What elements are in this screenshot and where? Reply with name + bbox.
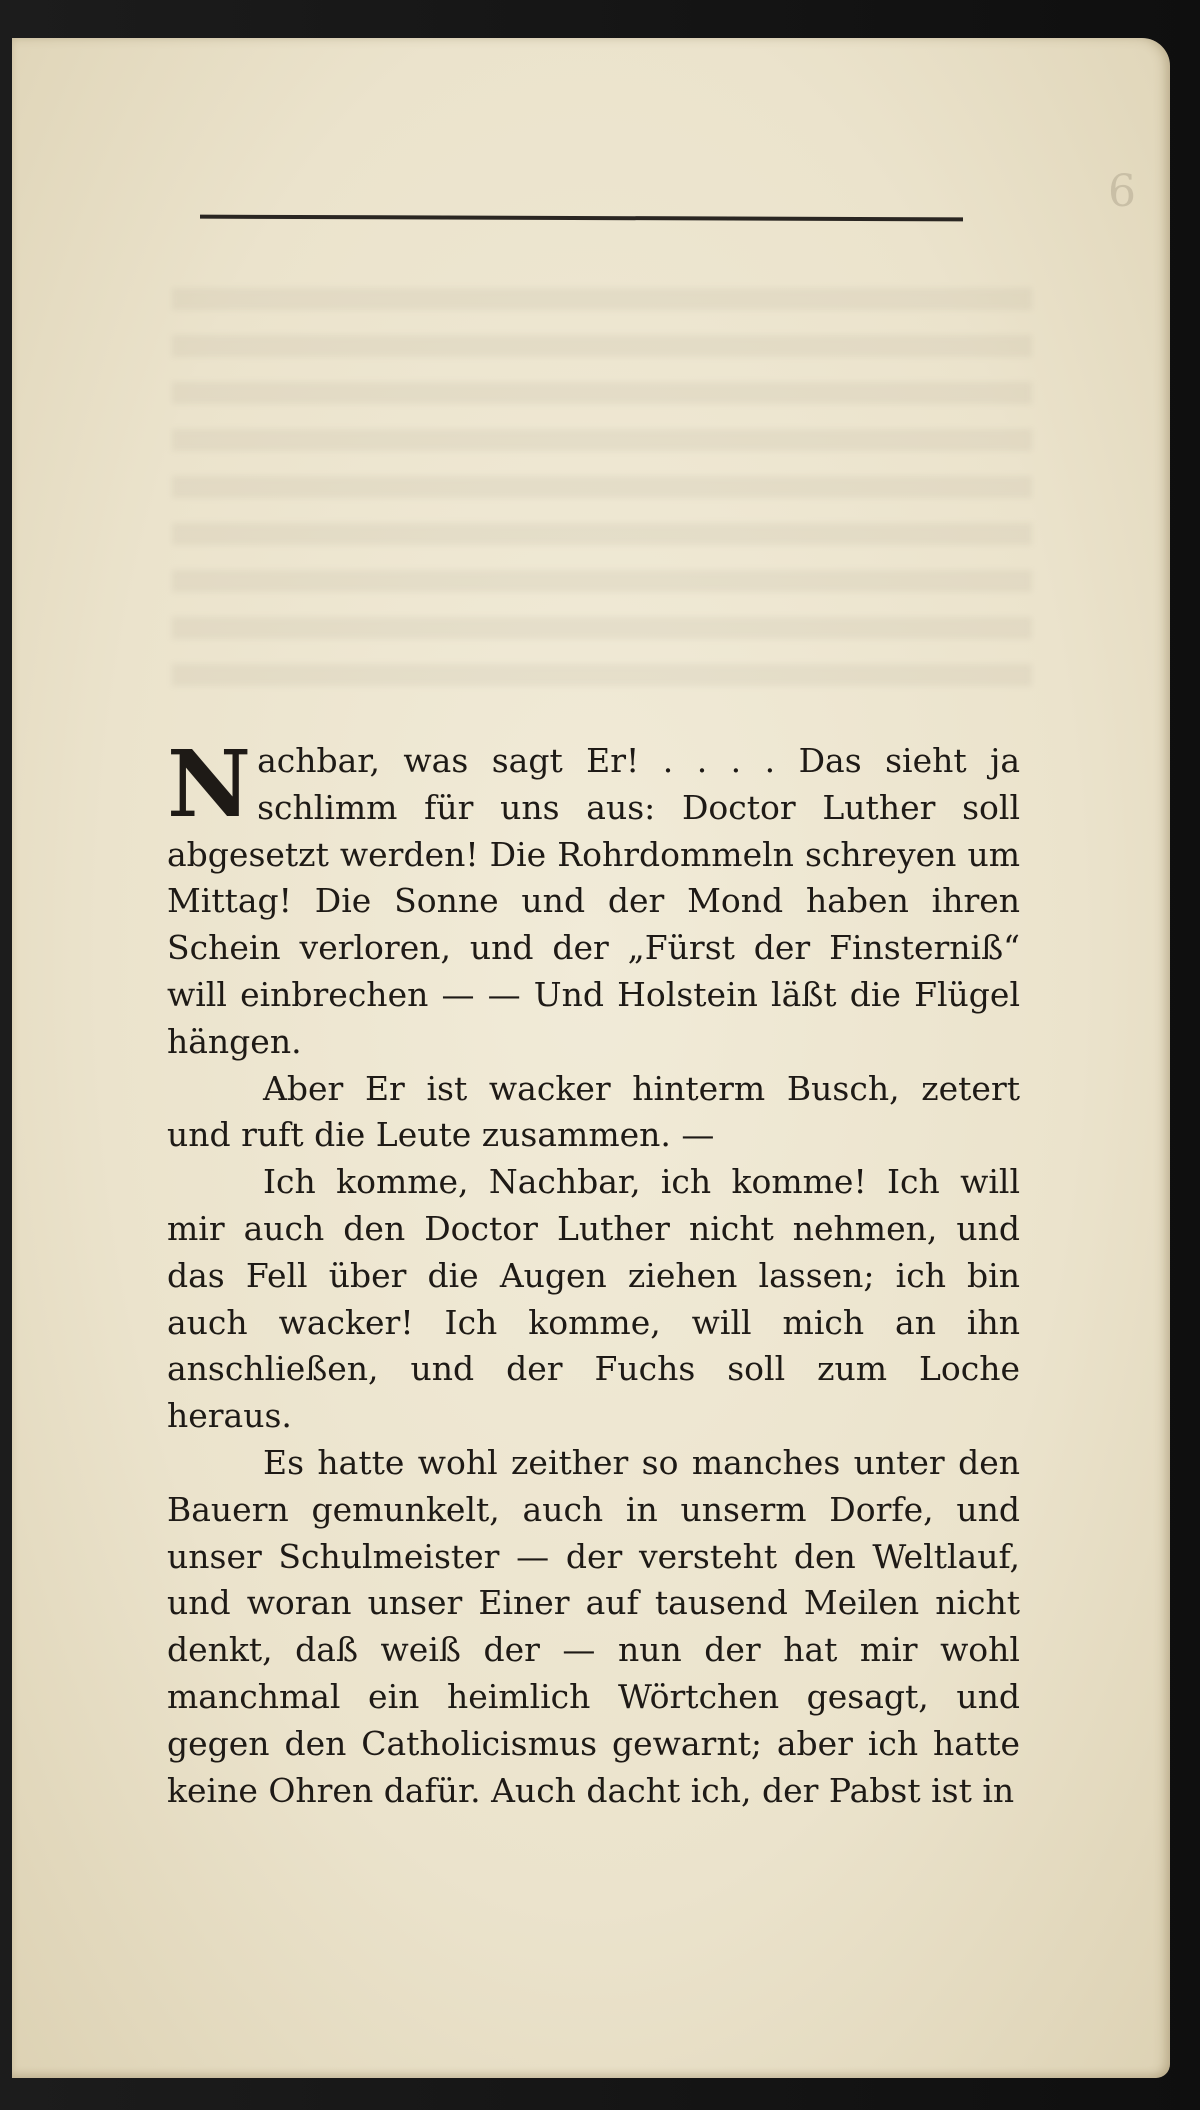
paragraph-2: Aber Er ist wacker hinterm Busch, zetert und ruft die Leute zusammen. — xyxy=(167,1068,1020,1155)
page-number: 6 xyxy=(1108,166,1136,217)
drop-cap: N xyxy=(167,730,252,838)
book-page xyxy=(12,38,1170,2078)
paragraph-1 xyxy=(167,730,1020,1066)
paragraph-1-text: achbar, was sagt Er! . . . . Das sieht ja schlimm für uns aus: Doctor Luther soll abgesetzt werden! Die Rohrdommeln schreyen um Mittag! Die Sonne und der Mond haben ihren Schein verloren, und der „Fürst der Finsterniß“ will einbrechen — — Und Holstein läßt die Flügel hängen. xyxy=(167,741,1020,1061)
show-through-texture xyxy=(172,288,1032,708)
header-rule xyxy=(200,215,963,222)
paragraph-3: Ich komme, Nachbar, ich komme! Ich will mir auch den Doctor Luther nicht nehmen, und das Fell über die Augen ziehen lassen; ich bin auch wacker! Ich komme, will mich an ihn anschließen, und der Fuchs soll zum Loche heraus. xyxy=(167,1162,1020,1436)
paragraph-4: Es hatte wohl zeither so manches unter den Bauern gemunkelt, auch in unserm Dorfe, und unser Schulmeister — der versteht den Weltlauf, und woran unser Einer auf tausend Meilen nicht denkt, daß weiß der — nun der hat mir wohl manchmal ein heimlich Wörtchen gesagt, und gegen den Catholicismus gewarnt; aber ich hatte keine Ohren dafür. Auch dacht ich, der Pabst ist in xyxy=(167,1442,1020,1810)
body-text xyxy=(167,730,1020,1814)
